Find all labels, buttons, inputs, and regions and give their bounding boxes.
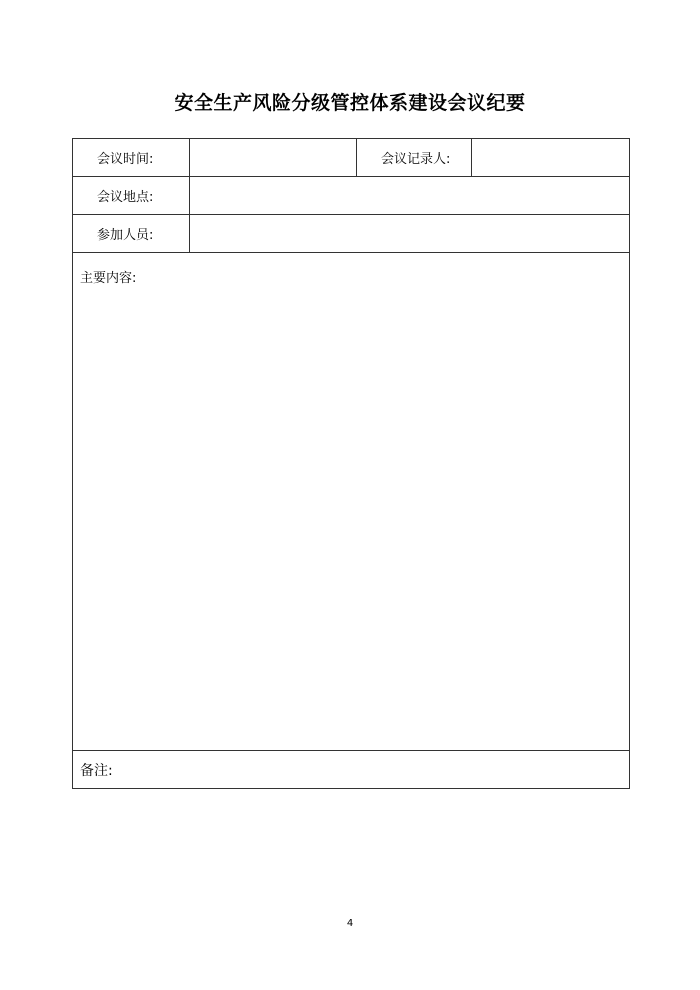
row-attendees	[73, 215, 630, 253]
meeting-time-label: 会议时间:	[73, 139, 190, 177]
notes-label: 备注:	[80, 762, 113, 779]
meeting-minutes-form	[72, 138, 630, 789]
main-content-area[interactable]	[73, 253, 630, 751]
page-number: 4	[346, 918, 354, 929]
document-title: 安全生产风险分级管控体系建设会议纪要	[174, 92, 526, 114]
location-field[interactable]	[190, 177, 630, 215]
recorder-label: 会议记录人:	[357, 139, 472, 177]
main-content-label: 主要内容:	[80, 271, 137, 286]
row-time-recorder	[73, 139, 630, 177]
row-main-content	[73, 253, 630, 751]
meeting-time-field[interactable]	[190, 139, 357, 177]
recorder-field[interactable]	[472, 139, 630, 177]
attendees-label: 参加人员:	[73, 215, 190, 253]
attendees-field[interactable]	[190, 215, 630, 253]
location-label: 会议地点:	[73, 177, 190, 215]
row-location	[73, 177, 630, 215]
notes-area[interactable]	[73, 751, 630, 789]
row-notes	[73, 751, 630, 789]
